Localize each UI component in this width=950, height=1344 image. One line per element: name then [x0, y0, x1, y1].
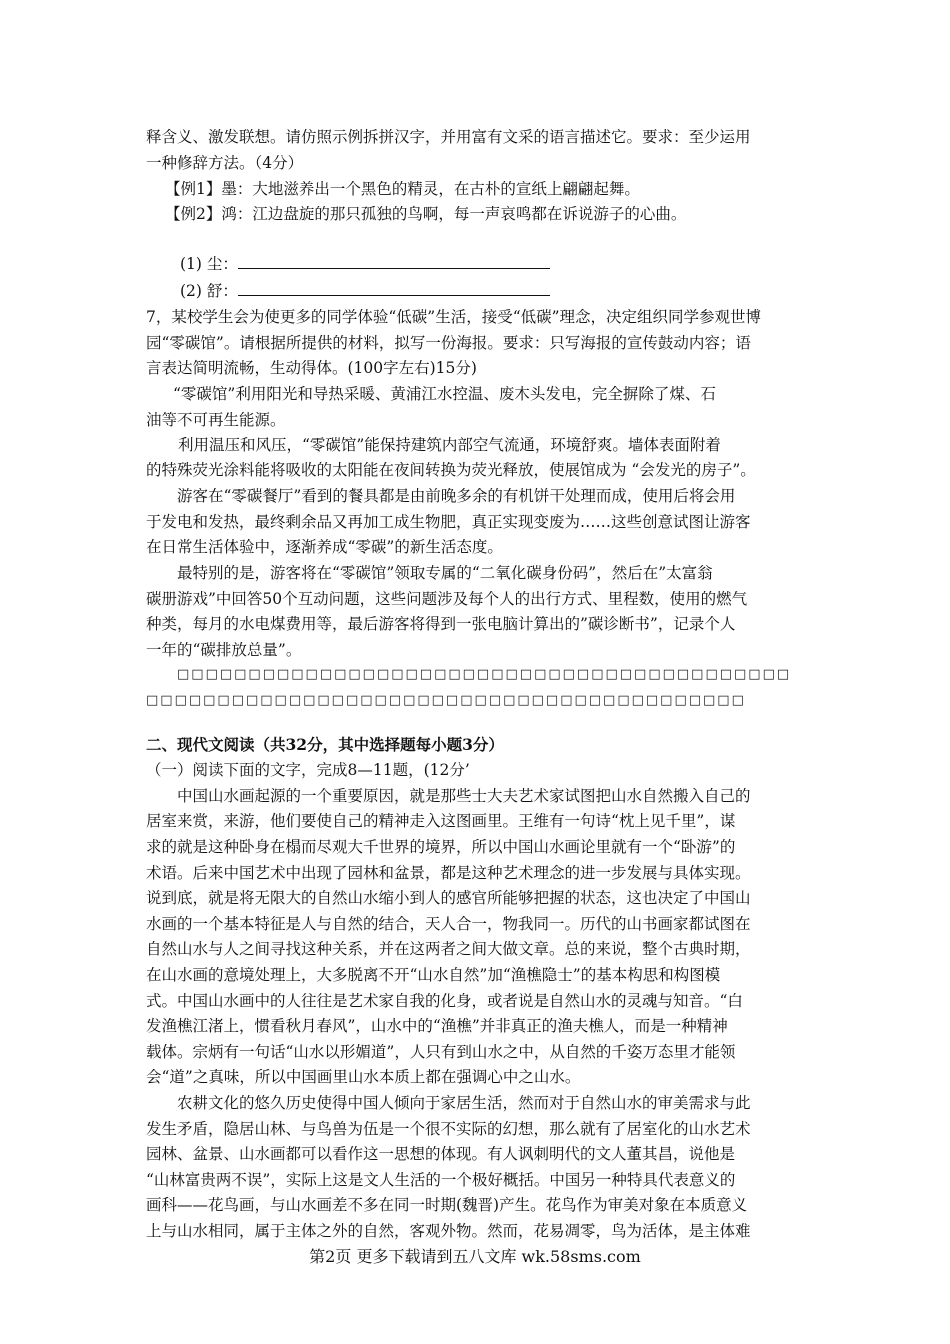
answer-line-2: [180, 279, 850, 303]
material-line: 最特别的是，游客将在“零碳馆”领取专属的“二氧化碳身份码”，然后在”太富翁: [177, 564, 713, 582]
reading-line: 会“道”之真味，所以中国画里山水本质上都在强调心中之山水。: [146, 1068, 581, 1086]
reading-line: 术语。后来中国艺术中出现了园林和盆景，都是这种艺术理念的进一步发展与具体实现。: [146, 864, 751, 882]
reading-line: 园林、盆景、山水画都可以看作这一思想的体现。有人讽刺明代的文人董其昌，说他是: [146, 1145, 736, 1163]
reading-line: 居室来赏，来游，他们要使自己的精神走入这图画里。王维有一句诗“枕上见千里”，谋: [146, 812, 736, 830]
answer-blank-2[interactable]: [238, 280, 550, 296]
answer-label-2: (2) 舒：: [180, 282, 238, 300]
missing-glyph-row: □□□□□□□□□□□□□□□□□□□□□□□□□□□□□□□□□□□□□□□□□□: [146, 693, 746, 708]
example-1: 【例1】墨：大地滋养出一个黑色的精灵，在古朴的宣纸上翩翩起舞。: [165, 180, 640, 198]
material-line: 的特殊荧光涂料能将吸收的太阳能在夜间转换为荧光释放，使展馆成为 “会发光的房子”。: [146, 461, 756, 479]
reading-line: 中国山水画起源的一个重要原因，就是那些士大夫艺术家试图把山水自然搬入自己的: [177, 787, 751, 805]
reading-line: 上与山水相同，属于主体之外的自然，客观外物。然而，花易凋零，鸟为活体，是主体难: [146, 1222, 751, 1240]
reading-line: “山林富贵两不误”，实际上这是文人生活的一个极好概括。中国另一种特具代表意义的: [146, 1171, 736, 1189]
material-line: 油等不可再生能源。: [146, 411, 286, 429]
page-footer: 第2页 更多下载请到五八文库 wk.58sms.com: [309, 1247, 641, 1266]
subsection-heading: （一）阅读下面的文字，完成8—11题，(12分’: [146, 761, 470, 779]
material-line: 于发电和发热，最终剩余品又再加工成生物肥，真正实现变废为……这些创意试图让游客: [146, 513, 751, 531]
reading-line: 画科——花鸟画，与山水画差不多在同一时期(魏晋)产生。花鸟作为审美对象在本质意义: [146, 1196, 748, 1214]
reading-line: 载体。宗炳有一句话“山水以形媚道”，人只有到山水之中，从自然的千姿万态里才能领: [146, 1043, 736, 1061]
reading-line: 说到底，就是将无限大的自然山水缩小到人的感官所能够把握的状态，这也决定了中国山: [146, 889, 751, 907]
material-line: 利用温压和风压，“零碳馆”能保持建筑内部空气流通，环境舒爽。墙体表面附着: [178, 436, 721, 454]
answer-blank-1[interactable]: [238, 253, 550, 269]
text-line: 园“零碳馆”。请根据所提供的材料，拟写一份海报。要求：只写海报的宣传鼓动内容；语: [146, 334, 751, 352]
reading-line: 在山水画的意境处理上，大多脱离不开“山水自然”加“渔樵隐士”的基本构思和构图模: [146, 966, 721, 984]
material-line: 游客在“零碳餐厅”看到的餐具都是由前晚多余的有机饼干处理而成，使用后将会用: [177, 487, 736, 505]
reading-line: 自然山水与人之间寻找这种关系，并在这两者之间大做文章。总的来说，整个古典时期，: [146, 940, 751, 958]
material-line: “零碳馆”利用阳光和导热采暖、黄浦江水控温、废木头发电，完全摒除了煤、石: [173, 385, 716, 403]
reading-line: 农耕文化的悠久历史使得中国人倾向于家居生活，然而对于自然山水的审美需求与此: [177, 1094, 751, 1112]
question-7-line: 7，某校学生会为使更多的同学体验“低碳”生活，接受“低碳”理念，决定组织同学参观世博: [146, 308, 762, 326]
section-heading: 二、现代文阅读（共32分，其中选择题每小题3分）: [146, 735, 504, 754]
reading-line: 水画的一个基本特征是人与自然的结合，天人合一，物我同一。历代的山书画家都试图在: [146, 915, 751, 933]
text-line: 言表达简明流畅，生动得体。(100字左右)15分): [146, 359, 477, 377]
missing-glyph-row: □□□□□□□□□□□□□□□□□□□□□□□□□□□□□□□□□□□□□□□□□□□: [177, 667, 792, 682]
text-line: 释含义、激发联想。请仿照示例拆拼汉字，并用富有文采的语言描述它。要求：至少运用: [146, 128, 751, 146]
reading-line: 求的就是这种卧身在榻而尽观大千世界的境界，所以中国山水画论里就有一个“卧游”的: [146, 838, 736, 856]
example-2: 【例2】鸿：江边盘旋的那只孤独的鸟啊，每一声哀鸣都在诉说游子的心曲。: [165, 205, 687, 223]
material-line: 一年的“碳排放总量”。: [146, 641, 302, 659]
reading-line: 发生矛盾，隐居山林、与鸟兽为伍是一个很不实际的幻想，那么就有了居室化的山水艺术: [146, 1120, 751, 1138]
reading-line: 式。中国山水画中的人往往是艺术家自我的化身，或者说是自然山水的灵魂与知音。“白: [146, 992, 743, 1010]
text-line: 一种修辞方法。（4分）: [146, 154, 304, 172]
material-line: 在日常生活体验中，逐渐养成“零碳”的新生活态度。: [146, 538, 503, 556]
answer-label-1: (1) 尘：: [180, 255, 238, 273]
material-line: 碳册游戏”中回答50个互动问题，这些问题涉及每个人的出行方式、里程数，使用的燃气: [146, 590, 748, 608]
answer-line-1: [180, 252, 850, 276]
reading-line: 发渔樵江渚上，惯看秋月春风”，山水中的“渔樵”并非真正的渔夫樵人，而是一种精神: [146, 1017, 728, 1035]
material-line: 种类，每月的水电煤费用等，最后游客将得到一张电脑计算出的”碳诊断书”，记录个人: [146, 615, 736, 633]
